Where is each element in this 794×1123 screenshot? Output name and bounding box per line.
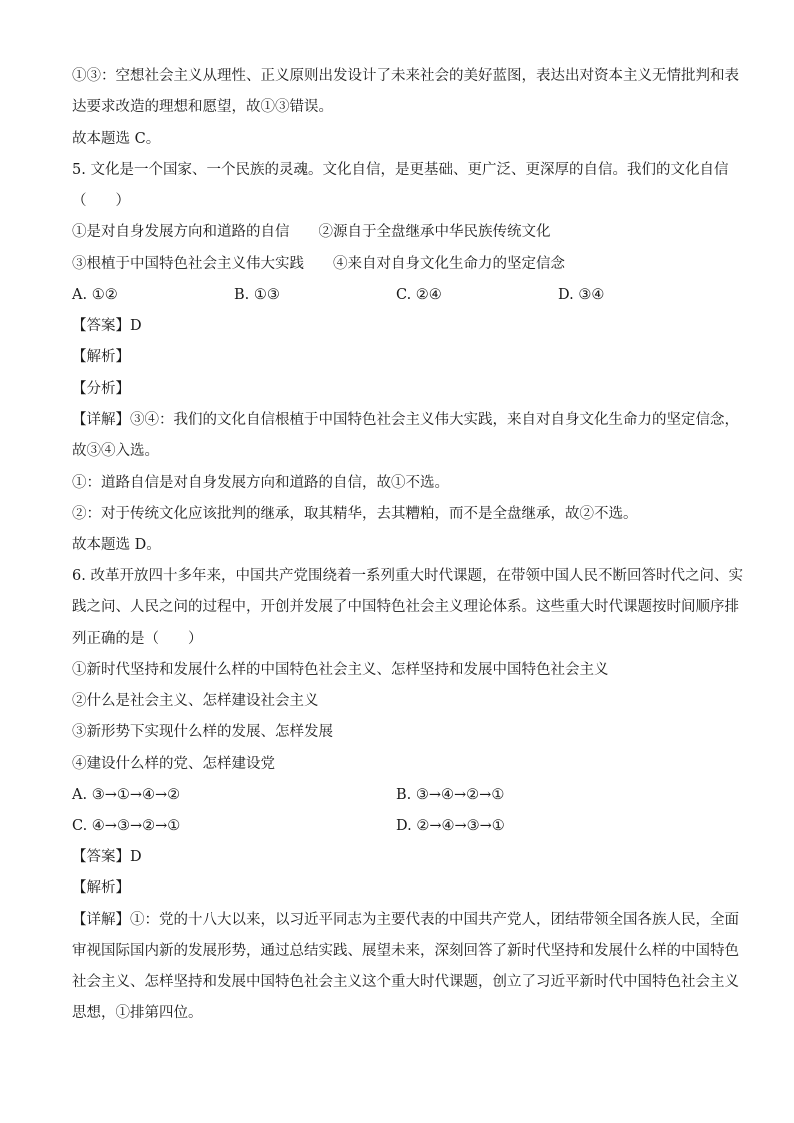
q5-analysis-label: 【解析】 bbox=[72, 349, 130, 365]
q6-item: ③新形势下实现什么样的发展、怎样发展 bbox=[72, 724, 333, 740]
q6-detail: 审视国际国内新的发展形势，通过总结实践、展望未来，深刻回答了新时代坚持和发展什么样的中国特色 bbox=[72, 943, 739, 959]
prev-explanation-line: ①③：空想社会主义从理性、正义原则出发设计了未来社会的美好蓝图，表达出对资本主义无情批判和表 bbox=[72, 68, 739, 84]
q5-conclusion: 故本题选 D。 bbox=[72, 537, 161, 553]
q5-detail: ②：对于传统文化应该批判的继承，取其精华，去其糟粕，而不是全盘继承，故②不选。 bbox=[72, 506, 638, 522]
q5-answer: 【答案】D bbox=[72, 318, 142, 334]
q6-option-d: D. ②→④→③→① bbox=[396, 818, 505, 834]
q6-option-a: A. ③→①→④→② bbox=[72, 787, 181, 803]
q6-item: ④建设什么样的党、怎样建设党 bbox=[72, 756, 275, 772]
q6-stem: 践之问、人民之问的过程中，开创并发展了中国特色社会主义理论体系。这些重大时代课题按时间顺序排 bbox=[72, 599, 739, 615]
q5-statements: ③根植于中国特色社会主义伟大实践 ④来自对自身文化生命力的坚定信念 bbox=[72, 256, 565, 272]
q5-fenxi-label: 【分析】 bbox=[72, 381, 130, 397]
q5-option-d: D. ③④ bbox=[558, 287, 605, 303]
prev-conclusion: 故本题选 C。 bbox=[72, 131, 161, 147]
q5-stem: 5. 文化是一个国家、一个民族的灵魂。文化自信，是更基础、更广泛、更深厚的自信。我们的文化自信 bbox=[72, 162, 729, 178]
prev-explanation-line: 达要求改造的理想和愿望，故①③错误。 bbox=[72, 99, 333, 115]
q6-option-b: B. ③→④→②→① bbox=[396, 787, 505, 803]
q5-stem-blank: （ ） bbox=[72, 193, 130, 209]
q5-statements: ①是对自身发展方向和道路的自信 ②源自于全盘继承中华民族传统文化 bbox=[72, 224, 551, 240]
q6-item: ②什么是社会主义、怎样建设社会主义 bbox=[72, 693, 319, 709]
q5-option-c: C. ②④ bbox=[396, 287, 442, 303]
q6-answer: 【答案】D bbox=[72, 849, 142, 865]
q6-detail: 思想，①排第四位。 bbox=[72, 1005, 203, 1021]
q6-stem: 列正确的是（ ） bbox=[72, 631, 203, 647]
q6-detail: 社会主义、怎样坚持和发展中国特色社会主义这个重大时代课题，创立了习近平新时代中国特色社会主义 bbox=[72, 974, 739, 990]
q5-detail: 故③④入选。 bbox=[72, 443, 159, 459]
q6-analysis-label: 【解析】 bbox=[72, 880, 130, 896]
q6-item: ①新时代坚持和发展什么样的中国特色社会主义、怎样坚持和发展中国特色社会主义 bbox=[72, 662, 609, 678]
q6-stem: 6. 改革开放四十多年来，中国共产党围绕着一系列重大时代课题，在带领中国人民不断回答时代之问、实 bbox=[72, 568, 743, 584]
q6-option-c: C. ④→③→②→① bbox=[72, 818, 181, 834]
q5-option-a: A. ①② bbox=[72, 287, 118, 303]
q5-detail: ①：道路自信是对自身发展方向和道路的自信，故①不选。 bbox=[72, 475, 449, 491]
q5-detail: 【详解】③④：我们的文化自信根植于中国特色社会主义伟大实践，来自对自身文化生命力的坚定信念， bbox=[72, 412, 739, 428]
q5-option-b: B. ①③ bbox=[234, 287, 280, 303]
q6-detail: 【详解】①：党的十八大以来，以习近平同志为主要代表的中国共产党人，团结带领全国各族人民，全面 bbox=[72, 912, 739, 928]
